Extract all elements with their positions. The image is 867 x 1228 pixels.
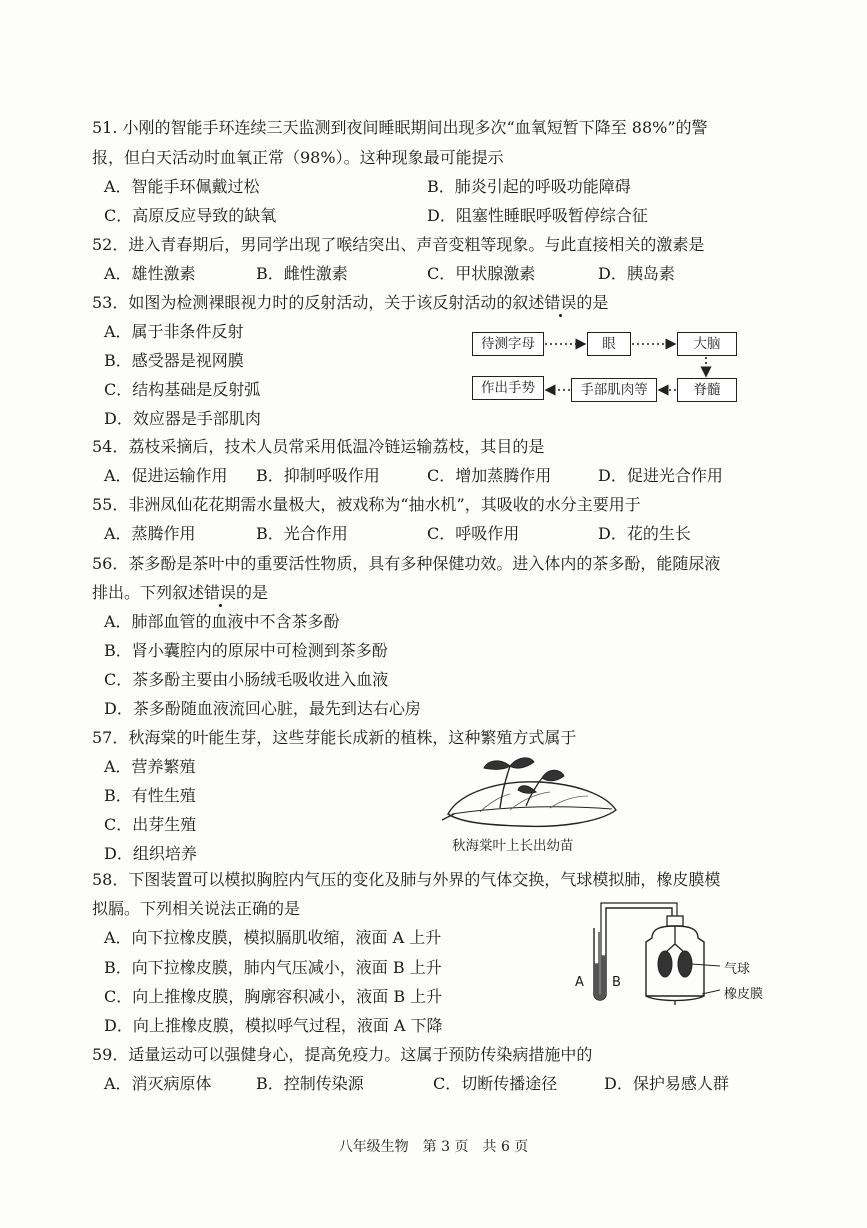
q59-option-c: C．切断传播途径 — [433, 1074, 558, 1093]
q56-stem-tail: 的是 — [236, 583, 269, 602]
diagram-box-gesture: 作出手势 — [472, 376, 544, 400]
q56-stem-text: 排出。下列叙述 — [92, 583, 205, 602]
q54-stem: 54．荔枝采摘后，技术人员常采用低温冷链运输荔枝，其目的是 — [92, 437, 545, 456]
q51-option-c: C．高原反应导致的缺氧 — [104, 206, 277, 225]
q52-stem: 52．进入青春期后，男同学出现了喉结突出、声音变粗等现象。与此直接相关的激素是 — [92, 235, 705, 254]
q52-option-a: A．雄性激素 — [104, 264, 196, 283]
q58-option-c: C．向上推橡皮膜，胸廓容积减小，液面 B 上升 — [104, 987, 443, 1006]
label-a: A — [575, 975, 584, 990]
q55-stem: 55．非洲凤仙花花期需水量极大，被戏称为“抽水机”，其吸收的水分主要用于 — [92, 495, 641, 514]
q53-option-d: D．效应器是手部肌肉 — [104, 409, 261, 428]
diagram-box-test-letters: 待测字母 — [472, 332, 544, 356]
q55-option-b: B．光合作用 — [256, 524, 348, 543]
q53-stem — [92, 293, 608, 313]
q59-option-b: B．控制传染源 — [256, 1074, 364, 1093]
q51-option-d: D．阻塞性睡眠呼吸暂停综合征 — [427, 206, 648, 225]
q57-option-a: A．营养繁殖 — [104, 757, 196, 776]
label-balloon: 气球 — [724, 962, 751, 977]
q57-option-b: B．有性生殖 — [104, 786, 196, 805]
q56-emphasis-error: 错误 — [204, 583, 237, 602]
q55-option-a: A．蒸腾作用 — [104, 524, 196, 543]
label-b: B — [612, 975, 621, 990]
q57-option-c: C．出芽生殖 — [104, 815, 197, 834]
q53-option-c: C．结构基础是反射弧 — [104, 380, 261, 399]
q58-stem-line1: 58．下图装置可以模拟胸腔内气压的变化及肺与外界的气体交换，气球模拟肺，橡皮膜模 — [92, 870, 721, 889]
q58-stem-line2: 拟膈。下列相关说法正确的是 — [92, 899, 301, 918]
begonia-caption: 秋海棠叶上长出幼苗 — [452, 838, 574, 854]
q56-stem-line1: 56．茶多酚是茶叶中的重要活性物质，具有多种保健功效。进入体内的茶多酚，能随尿液 — [92, 554, 721, 573]
q59-stem: 59．适量运动可以强健身心，提高免疫力。这属于预防传染病措施中的 — [92, 1045, 593, 1064]
q51-option-b: B．肺炎引起的呼吸功能障碍 — [427, 177, 631, 196]
q55-option-c: C．呼吸作用 — [427, 524, 520, 543]
q51-option-a: A．智能手环佩戴过松 — [104, 177, 260, 196]
q52-option-b: B．雌性激素 — [256, 264, 348, 283]
q58-option-a: A．向下拉橡皮膜，模拟膈肌收缩，液面 A 上升 — [104, 928, 442, 947]
q57-stem: 57．秋海棠的叶能生芽，这些芽能长成新的植株，这种繁殖方式属于 — [92, 728, 577, 747]
begonia-leaf-illustration — [440, 752, 620, 832]
q54-option-d: D．促进光合作用 — [598, 466, 723, 485]
q51-stem-line1: 51. 小刚的智能手环连续三天监测到夜间睡眠期间出现多次“血氧短暂下降至 88%”的警 — [92, 118, 708, 137]
q53-stem-tail: 的是 — [576, 293, 609, 312]
diagram-arrows — [460, 320, 750, 415]
q54-option-a: A．促进运输作用 — [104, 466, 228, 485]
q52-option-c: C．甲状腺激素 — [427, 264, 536, 283]
diagram-box-spinal-cord: 脊髓 — [677, 378, 737, 402]
diagram-box-eye: 眼 — [587, 332, 631, 356]
q53-emphasis-error: 错误 — [544, 293, 577, 312]
q56-option-c: C．茶多酚主要由小肠绒毛吸收进入血液 — [104, 670, 389, 689]
diagram-box-hand-muscles: 手部肌肉等 — [571, 378, 657, 402]
q54-option-c: C．增加蒸腾作用 — [427, 466, 552, 485]
q57-option-d: D．组织培养 — [104, 844, 197, 863]
q53-stem-text: 53．如图为检测裸眼视力时的反射活动，关于该反射活动的叙述 — [92, 293, 545, 312]
q58-option-b: B．向下拉橡皮膜，肺内气压减小，液面 B 上升 — [104, 958, 442, 977]
diagram-box-brain: 大脑 — [677, 332, 737, 356]
q56-option-a: A．肺部血管的血液中不含茶多酚 — [104, 612, 340, 631]
q56-stem-line2 — [92, 583, 268, 603]
q56-option-d: D．茶多酚随血液流回心脏，最先到达右心房 — [104, 699, 421, 718]
q56-option-b: B．肾小囊腔内的原尿中可检测到茶多酚 — [104, 641, 388, 660]
bell-jar-apparatus — [580, 898, 730, 1008]
q53-option-a: A．属于非条件反射 — [104, 322, 244, 341]
q51-stem-line2: 报，但白天活动时血氧正常（98%）。这种现象最可能提示 — [92, 148, 504, 167]
page-footer: 八年级生物 第 3 页 共 6 页 — [338, 1139, 529, 1155]
q53-option-b: B．感受器是视网膜 — [104, 351, 244, 370]
q52-option-d: D．胰岛素 — [598, 264, 675, 283]
label-rubber-membrane: 橡皮膜 — [724, 987, 764, 1002]
q58-option-d: D．向上推橡皮膜，模拟呼气过程，液面 A 下降 — [104, 1016, 443, 1035]
q54-option-b: B．抑制呼吸作用 — [256, 466, 380, 485]
q55-option-d: D．花的生长 — [598, 524, 691, 543]
q59-option-a: A．消灭病原体 — [104, 1074, 212, 1093]
q59-option-d: D．保护易感人群 — [604, 1074, 729, 1093]
